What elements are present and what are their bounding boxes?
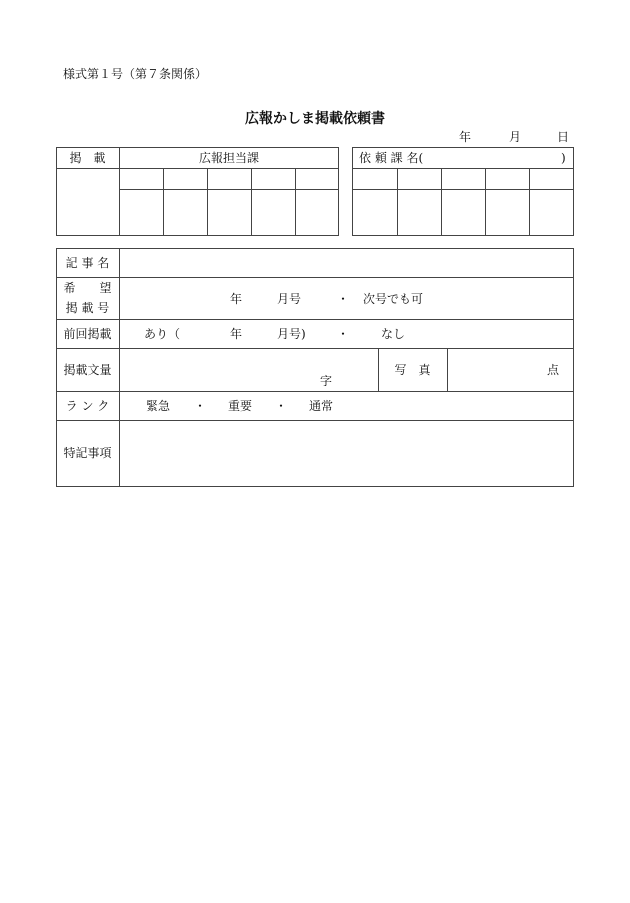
requesting-dept-label: 依 頼 課 名( — [359, 151, 424, 165]
requesting-dept-close: ) — [561, 151, 566, 165]
previous-year: 年 — [230, 327, 243, 341]
photo-label: 写 真 — [394, 363, 431, 377]
article-name-field[interactable] — [121, 250, 572, 276]
desired-issue-label-2: 掲 載 号 — [65, 301, 110, 315]
previous-publication-label: 前回掲載 — [63, 327, 112, 341]
rank-important-option[interactable]: 重要 — [228, 399, 253, 413]
desired-next-ok-option[interactable]: 次号でも可 — [363, 292, 424, 306]
article-name-label: 記 事 名 — [65, 256, 110, 270]
document-title: 広報かしま掲載依頼書 — [245, 111, 385, 127]
text-unit: 字 — [320, 374, 333, 388]
stamp-dept-pr: 広報担当課 — [198, 151, 259, 165]
desired-year: 年 — [230, 292, 243, 306]
desired-sep: ・ — [337, 292, 350, 306]
requesting-dept-field[interactable] — [430, 149, 558, 167]
notes-field[interactable] — [121, 422, 572, 485]
desired-month: 月号 — [277, 292, 302, 306]
photo-unit: 点 — [547, 363, 560, 377]
date-year: 年 — [459, 130, 472, 144]
notes-label: 特記事項 — [63, 446, 112, 460]
date-month: 月 — [509, 130, 522, 144]
previous-month: 月号) — [277, 327, 306, 341]
rank-sep-1: ・ — [194, 399, 207, 413]
seal-cell[interactable] — [120, 169, 163, 189]
rank-label: ラ ン ク — [65, 399, 110, 413]
desired-issue-label-1: 希 望 — [63, 281, 112, 295]
text-amount-label: 掲載文量 — [63, 363, 112, 377]
previous-sep: ・ — [337, 327, 350, 341]
form-number: 様式第１号（第７条関係） — [63, 67, 208, 81]
text-amount-field[interactable] — [121, 350, 377, 390]
rank-normal-option[interactable]: 通常 — [309, 399, 334, 413]
previous-yes-option[interactable]: あり（ — [144, 327, 181, 341]
rank-urgent-option[interactable]: 緊急 — [146, 399, 171, 413]
rank-sep-2: ・ — [275, 399, 288, 413]
stamp-label-publication: 掲 載 — [69, 151, 106, 165]
date-day: 日 — [557, 130, 570, 144]
previous-none-option[interactable]: なし — [381, 327, 406, 341]
